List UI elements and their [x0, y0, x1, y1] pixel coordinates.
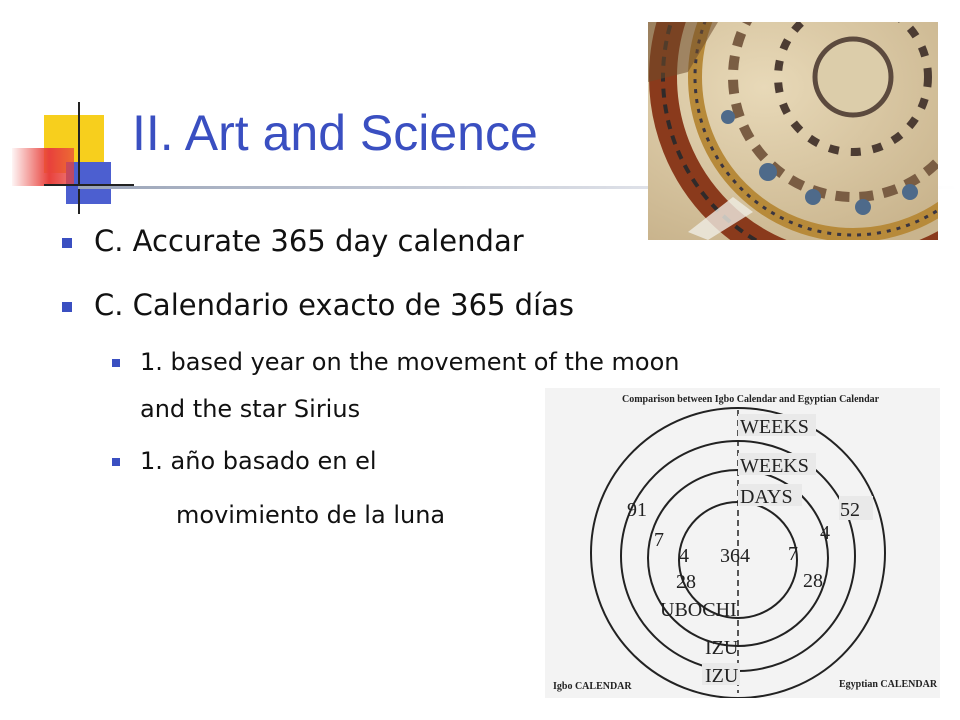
calendar-comparison-diagram	[545, 388, 940, 698]
bullet-marker	[112, 359, 120, 367]
number-7-inner: 7	[788, 543, 798, 565]
bullet-text: C. Accurate 365 day calendar	[94, 224, 524, 258]
number-52: 52	[840, 499, 860, 521]
sub-bullet-continuation: movimiento de la luna	[176, 501, 446, 529]
sub-bullet-text: 1. based year on the movement of the moon	[140, 348, 680, 376]
bullet-text: C. Calendario exacto de 365 días	[94, 288, 575, 322]
bullet-item	[62, 288, 574, 322]
igbo-calendar-caption: Igbo CALENDAR	[553, 681, 632, 692]
number-91: 91	[627, 499, 647, 521]
bullet-item	[62, 224, 524, 258]
number-364: 364	[720, 545, 750, 567]
slide-title: II. Art and Science	[132, 105, 538, 161]
sub-bullet-text: 1. año basado en el	[140, 447, 377, 475]
izu-label: IZU	[705, 665, 739, 687]
ancient-calendar-photo	[648, 22, 938, 240]
weeks-label: WEEKS	[740, 455, 809, 477]
number-4-inner: 4	[679, 545, 689, 567]
number-28: 28	[803, 570, 823, 592]
deco-red-square	[12, 148, 74, 186]
egyptian-calendar-caption: Egyptian CALENDAR	[839, 679, 938, 690]
sub-bullet-continuation: and the star Sirius	[140, 395, 361, 423]
number-4: 4	[820, 522, 830, 544]
bullet-marker	[62, 238, 72, 248]
deco-vertical-line	[78, 102, 80, 214]
izu-label: IZU	[705, 637, 739, 659]
ubochi-label: UBOCHI	[660, 599, 737, 621]
sub-bullet-item	[112, 347, 679, 378]
sub-bullet-item	[112, 446, 377, 477]
days-label: DAYS	[740, 486, 793, 508]
bullet-marker	[62, 302, 72, 312]
number-7: 7	[654, 529, 664, 551]
weeks-label: WEEKS	[740, 416, 809, 438]
number-28: 28	[676, 571, 696, 593]
bullet-marker	[112, 458, 120, 466]
diagram-heading: Comparison between Igbo Calendar and Egyptian Calendar	[622, 394, 880, 405]
